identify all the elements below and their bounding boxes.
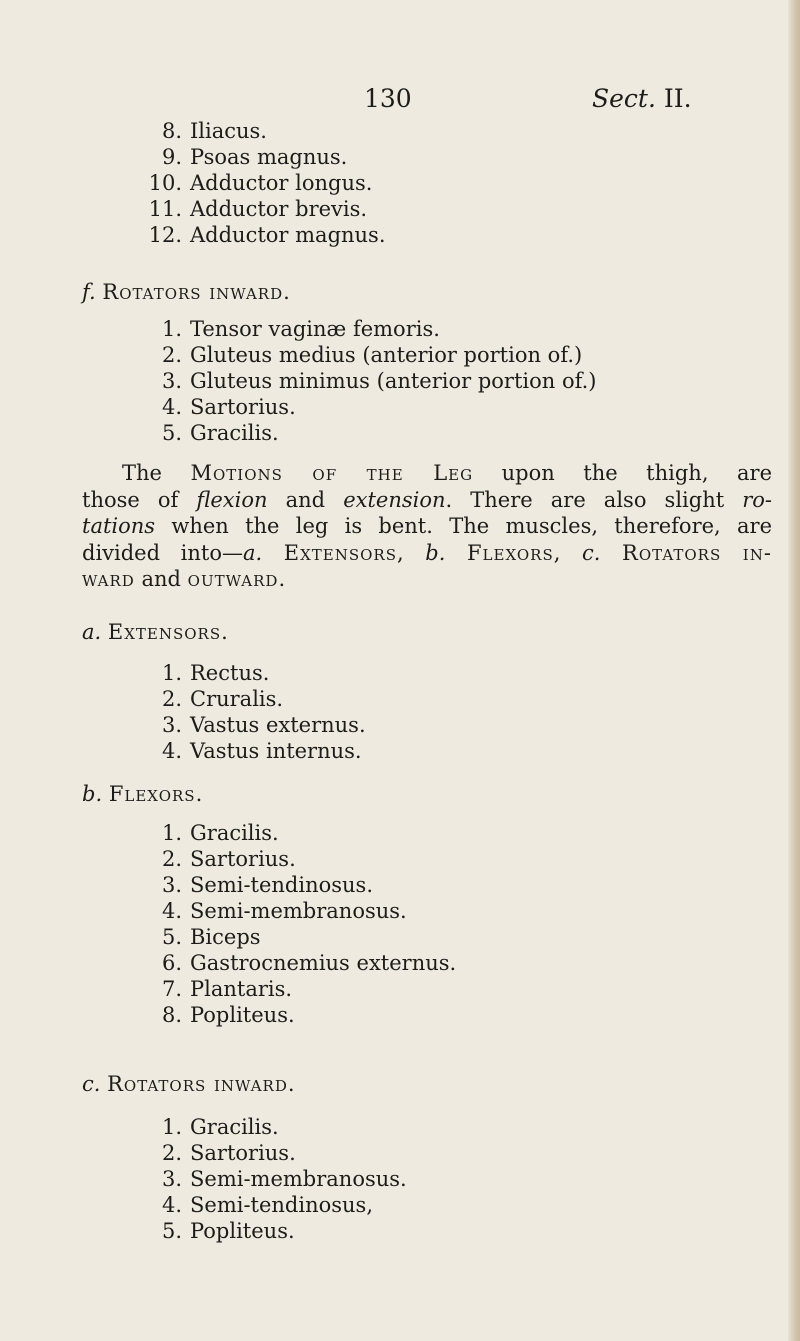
small-caps-run: outward. <box>187 567 287 591</box>
text-run: upon the thigh, are <box>473 461 772 485</box>
section-letter: b. <box>82 782 103 806</box>
section-title: Rotators inward. <box>102 280 291 304</box>
italic-run: tations <box>82 514 156 538</box>
para-line <box>82 566 772 593</box>
item-number: 1. <box>161 821 182 845</box>
item-text: Popliteus. <box>190 1219 295 1243</box>
section-b-heading <box>82 782 203 806</box>
text-run: . There are also slight <box>445 487 743 512</box>
item-number: 5. <box>161 421 182 445</box>
list-item <box>124 686 624 712</box>
list-item <box>124 898 684 924</box>
italic-run: b. <box>404 540 446 565</box>
item-text: Semi-membranosus. <box>190 899 407 923</box>
item-number: 1. <box>161 317 182 341</box>
list-item <box>124 1192 684 1218</box>
list-item <box>124 1114 684 1140</box>
text-run: and <box>134 567 188 591</box>
italic-run: extension <box>343 487 446 512</box>
item-text: Biceps <box>190 925 261 949</box>
item-number: 1. <box>161 661 182 685</box>
page-header <box>0 84 800 118</box>
section-a-heading <box>82 620 229 644</box>
list-item <box>124 872 684 898</box>
list-item <box>124 976 684 1002</box>
rotators-inward-thigh-list <box>124 316 684 446</box>
item-number: 2. <box>161 847 182 871</box>
item-text: Gracilis. <box>190 821 279 845</box>
list-item <box>124 368 684 394</box>
section-letter: c. <box>82 1072 101 1096</box>
item-text: Gracilis. <box>190 1115 279 1139</box>
flexors-list <box>124 820 684 1028</box>
section-title: Flexors. <box>108 782 204 806</box>
item-text: Adductor brevis. <box>190 197 368 221</box>
item-text: Sartorius. <box>190 847 296 871</box>
list-item <box>124 144 624 170</box>
item-text: Psoas magnus. <box>190 145 348 169</box>
section-c-heading <box>82 1072 296 1096</box>
item-text: Vastus externus. <box>190 713 366 737</box>
running-head <box>592 84 692 113</box>
item-number: 4. <box>161 739 182 763</box>
section-letter: f. <box>82 280 96 304</box>
text-run: when the leg is bent. The muscles, therefore, are <box>155 514 772 538</box>
para-line <box>82 487 772 514</box>
item-number: 3. <box>161 1167 182 1191</box>
item-text: Semi-tendinosus, <box>190 1193 374 1217</box>
item-number: 2. <box>161 343 182 367</box>
item-number: 4. <box>161 899 182 923</box>
item-text: Gracilis. <box>190 421 279 445</box>
item-number: 4. <box>161 1193 182 1217</box>
list-item <box>124 820 684 846</box>
text-run: those of <box>82 487 197 512</box>
item-text: Plantaris. <box>190 977 293 1001</box>
item-text: Sartorius. <box>190 395 296 419</box>
item-text: Semi-membranosus. <box>190 1167 407 1191</box>
list-item <box>124 342 684 368</box>
item-number: 8. <box>161 119 182 143</box>
list-item <box>124 170 624 196</box>
small-caps-run: ward <box>82 567 135 591</box>
item-text: Vastus internus. <box>190 739 362 763</box>
item-text: Gastrocnemius externus. <box>190 951 457 975</box>
list-item <box>124 846 684 872</box>
list-item <box>124 394 684 420</box>
item-number: 3. <box>161 713 182 737</box>
list-item <box>124 316 684 342</box>
list-item <box>124 222 624 248</box>
item-number: 3. <box>161 873 182 897</box>
item-number: 2. <box>161 1141 182 1165</box>
section-title: Rotators inward. <box>107 1072 296 1096</box>
adductor-list <box>124 118 624 248</box>
list-item <box>124 1218 684 1244</box>
item-number: 8. <box>161 1003 182 1027</box>
item-number: 7. <box>161 977 182 1001</box>
item-number: 1. <box>161 1115 182 1139</box>
list-item <box>124 420 684 446</box>
item-text: Iliacus. <box>190 119 267 143</box>
item-number: 10. <box>148 171 182 195</box>
item-text: Gluteus minimus (anterior portion of.) <box>190 369 597 393</box>
section-label: Sect. <box>592 84 656 113</box>
motions-of-leg-paragraph <box>82 460 772 593</box>
item-text: Cruralis. <box>190 687 284 711</box>
list-item <box>124 196 624 222</box>
list-item <box>124 924 684 950</box>
small-caps-run: Motions of the Leg <box>190 461 474 485</box>
page-edge <box>788 0 800 1341</box>
section-f-heading <box>82 280 291 304</box>
item-number: 5. <box>161 1219 182 1243</box>
list-item <box>124 712 624 738</box>
section-title: Extensors. <box>107 620 229 644</box>
para-line <box>82 513 772 540</box>
italic-run: a. <box>242 540 263 565</box>
list-item <box>124 1002 684 1028</box>
para-line <box>82 460 772 487</box>
item-text: Tensor vaginæ femoris. <box>190 317 440 341</box>
item-number: 6. <box>161 951 182 975</box>
item-number: 3. <box>161 369 182 393</box>
para-line <box>82 540 772 567</box>
list-item <box>124 950 684 976</box>
list-item <box>124 1166 684 1192</box>
text-run: The <box>122 461 191 485</box>
list-item <box>124 1140 684 1166</box>
text-run: divided into— <box>82 540 243 565</box>
list-item <box>124 118 624 144</box>
item-number: 2. <box>161 687 182 711</box>
item-text: Sartorius. <box>190 1141 296 1165</box>
page-number: 130 <box>364 84 412 113</box>
item-number: 4. <box>161 395 182 419</box>
rotators-inward-leg-list <box>124 1114 684 1244</box>
item-text: Adductor longus. <box>190 171 373 195</box>
small-caps-run: Rotators in- <box>600 540 772 565</box>
item-text: Popliteus. <box>190 1003 295 1027</box>
item-number: 5. <box>161 925 182 949</box>
item-text: Rectus. <box>190 661 270 685</box>
section-letter: a. <box>82 620 102 644</box>
text-run: and <box>267 487 344 512</box>
list-item <box>124 660 624 686</box>
item-text: Semi-tendinosus. <box>190 873 374 897</box>
small-caps-run: Extensors, <box>262 540 405 565</box>
item-text: Gluteus medius (anterior portion of.) <box>190 343 583 367</box>
italic-run: c. <box>561 540 601 565</box>
item-number: 12. <box>148 223 182 247</box>
item-number: 11. <box>148 197 182 221</box>
italic-run: flexion <box>196 487 268 512</box>
item-number: 9. <box>161 145 182 169</box>
item-text: Adductor magnus. <box>190 223 386 247</box>
list-item <box>124 738 624 764</box>
section-number: II. <box>663 84 692 113</box>
extensors-list <box>124 660 624 764</box>
italic-run: ro- <box>742 487 773 512</box>
small-caps-run: Flexors, <box>445 540 562 565</box>
